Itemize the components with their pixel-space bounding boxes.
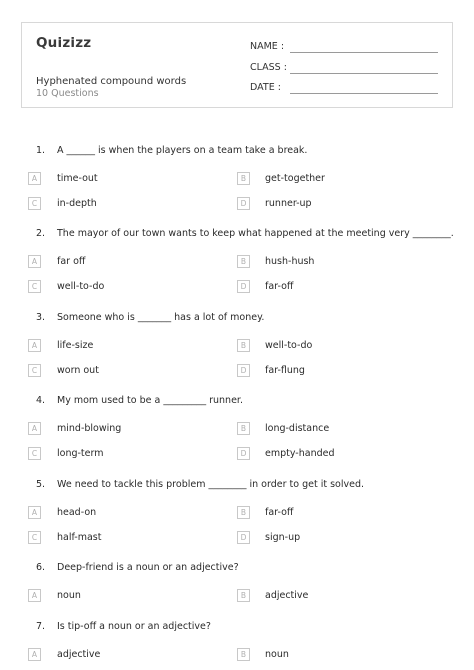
option-a-box[interactable]: A (28, 648, 41, 661)
option-b-text: far-off (265, 507, 294, 518)
question-text: We need to tackle this problem ________ in order to get it solved. (57, 479, 365, 490)
question-number: 2. (36, 228, 46, 239)
option-a-text: adjective (57, 649, 101, 660)
option-a-text: far off (57, 256, 86, 267)
option-c-text: in-depth (57, 198, 97, 209)
option-a-text: head-on (57, 507, 97, 518)
option-a-box[interactable]: A (28, 506, 41, 519)
question-number: 7. (36, 621, 46, 632)
option-d-box[interactable]: D (237, 447, 250, 460)
worksheet-title: Hyphenated compound words (36, 76, 187, 87)
date-label: DATE : (250, 82, 281, 93)
option-d-box[interactable]: D (237, 364, 250, 377)
question-number: 3. (36, 312, 46, 323)
option-b-box[interactable]: B (237, 506, 250, 519)
option-a-box[interactable]: A (28, 172, 41, 185)
option-b-box[interactable]: B (237, 339, 250, 352)
option-d-text: runner-up (265, 198, 312, 209)
option-d-box[interactable]: D (237, 280, 250, 293)
question-text: Is tip-off a noun or an adjective? (57, 621, 211, 632)
option-b-box[interactable]: B (237, 172, 250, 185)
option-b-text: hush-hush (265, 256, 315, 267)
option-c-text: half-mast (57, 532, 102, 543)
option-a-text: life-size (57, 340, 94, 351)
option-b-text: adjective (265, 590, 309, 601)
option-c-text: long-term (57, 448, 104, 459)
question-text: A ______ is when the players on a team take a break. (57, 145, 308, 156)
option-d-box[interactable]: D (237, 531, 250, 544)
option-c-box[interactable]: C (28, 280, 41, 293)
option-c-box[interactable]: C (28, 197, 41, 210)
option-a-text: noun (57, 590, 81, 601)
option-a-box[interactable]: A (28, 589, 41, 602)
class-label: CLASS : (250, 62, 287, 73)
option-d-box[interactable]: D (237, 197, 250, 210)
question-text: Someone who is _______ has a lot of money. (57, 312, 265, 323)
option-c-box[interactable]: C (28, 447, 41, 460)
option-b-box[interactable]: B (237, 422, 250, 435)
class-field[interactable] (290, 73, 438, 74)
question-text: Deep-friend is a noun or an adjective? (57, 562, 239, 573)
option-b-box[interactable]: B (237, 589, 250, 602)
date-field[interactable] (290, 93, 438, 94)
question-text: The mayor of our town wants to keep what happened at the meeting very ________. (57, 228, 454, 239)
option-c-box[interactable]: C (28, 531, 41, 544)
option-d-text: far-flung (265, 365, 305, 376)
option-b-text: noun (265, 649, 289, 660)
question-number: 6. (36, 562, 46, 573)
option-b-text: well-to-do (265, 340, 313, 351)
option-b-text: long-distance (265, 423, 330, 434)
option-d-text: sign-up (265, 532, 301, 543)
option-a-text: mind-blowing (57, 423, 122, 434)
question-count: 10 Questions (36, 88, 99, 99)
question-number: 4. (36, 395, 46, 406)
option-c-box[interactable]: C (28, 364, 41, 377)
option-d-text: far-off (265, 281, 294, 292)
option-c-text: well-to-do (57, 281, 105, 292)
option-a-box[interactable]: A (28, 255, 41, 268)
question-text: My mom used to be a _________ runner. (57, 395, 243, 406)
option-b-text: get-together (265, 173, 325, 184)
option-a-text: time-out (57, 173, 98, 184)
question-number: 5. (36, 479, 46, 490)
quizizz-logo: Quizizz (36, 35, 92, 51)
question-number: 1. (36, 145, 46, 156)
name-label: NAME : (250, 41, 285, 52)
option-c-text: worn out (57, 365, 99, 376)
option-b-box[interactable]: B (237, 255, 250, 268)
option-d-text: empty-handed (265, 448, 335, 459)
option-b-box[interactable]: B (237, 648, 250, 661)
name-field[interactable] (290, 52, 438, 53)
option-a-box[interactable]: A (28, 339, 41, 352)
option-a-box[interactable]: A (28, 422, 41, 435)
